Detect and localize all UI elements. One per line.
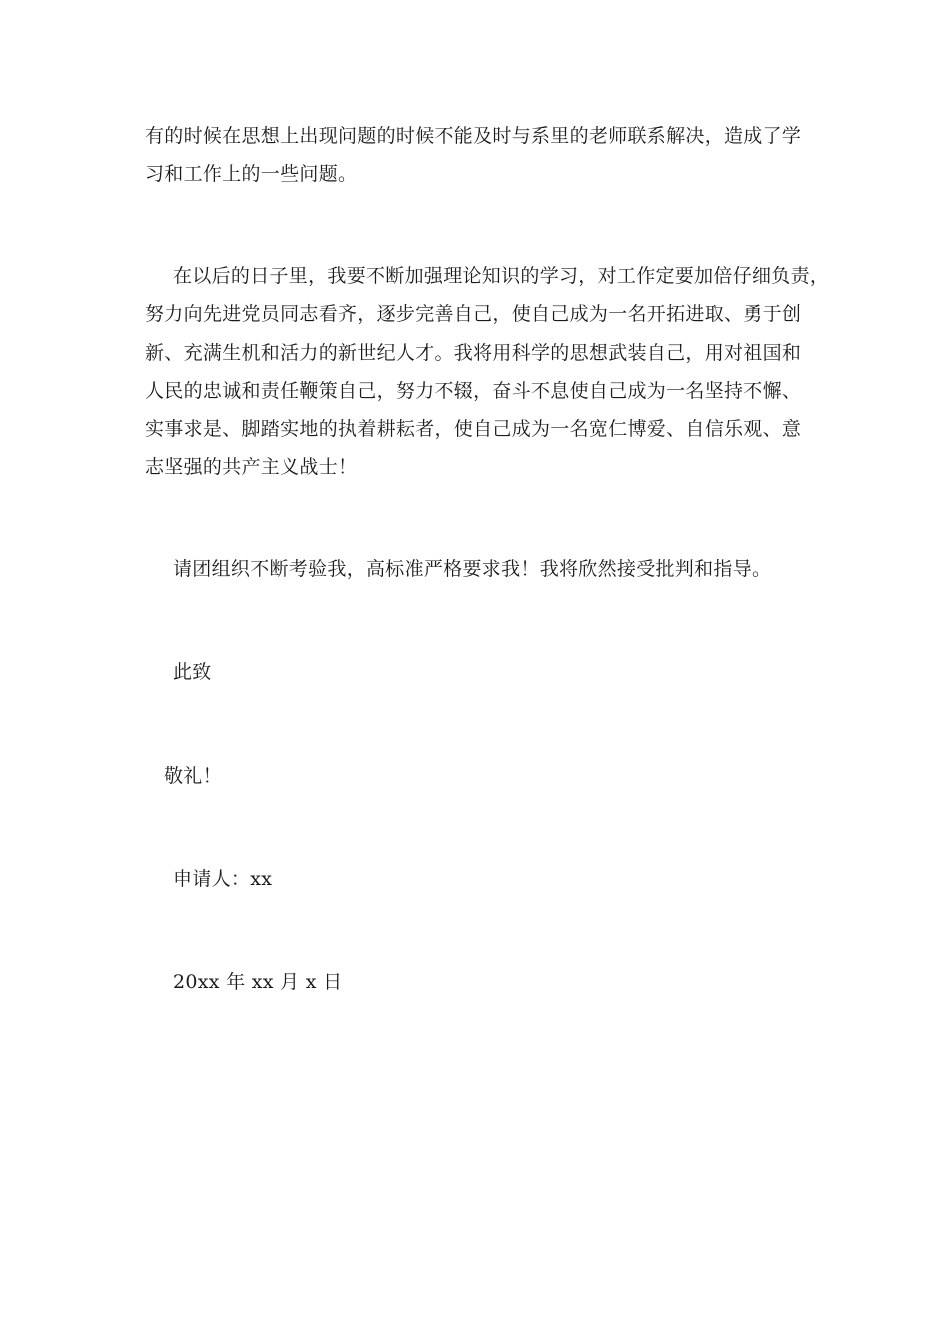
text-line: 努力向先进党员同志看齐，逐步完善自己，使自己成为一名开拓进取、勇于创 bbox=[145, 303, 802, 325]
text-line: 人民的忠诚和责任鞭策自己，努力不辍，奋斗不息使自己成为一名坚持不懈、 bbox=[145, 380, 802, 402]
paragraph-request: 请团组织不断考验我，高标准严格要求我！我将欣然接受批判和指导。 bbox=[173, 558, 772, 580]
application-date: 20xx 年 xx 月 x 日 bbox=[173, 971, 343, 993]
applicant-signature: 申请人：xx bbox=[173, 868, 273, 890]
text-line: 实事求是、脚踏实地的执着耕耘者，使自己成为一名宽仁博爱、自信乐观、意 bbox=[145, 418, 802, 440]
text-line: 志坚强的共产主义战士！ bbox=[145, 456, 358, 478]
text-line: 新、充满生机和活力的新世纪人才。我将用科学的思想武装自己，用对祖国和 bbox=[145, 342, 802, 364]
text-line: 习和工作上的一些问题。 bbox=[145, 163, 358, 185]
closing-salutation: 此致 bbox=[173, 661, 212, 683]
closing-respect: 敬礼！ bbox=[164, 765, 222, 787]
text-line: 有的时候在思想上出现问题的时候不能及时与系里的老师联系解决，造成了学 bbox=[145, 125, 802, 147]
text-line: 在以后的日子里，我要不断加强理论知识的学习，对工作定要加倍仔细负责， bbox=[173, 265, 830, 287]
